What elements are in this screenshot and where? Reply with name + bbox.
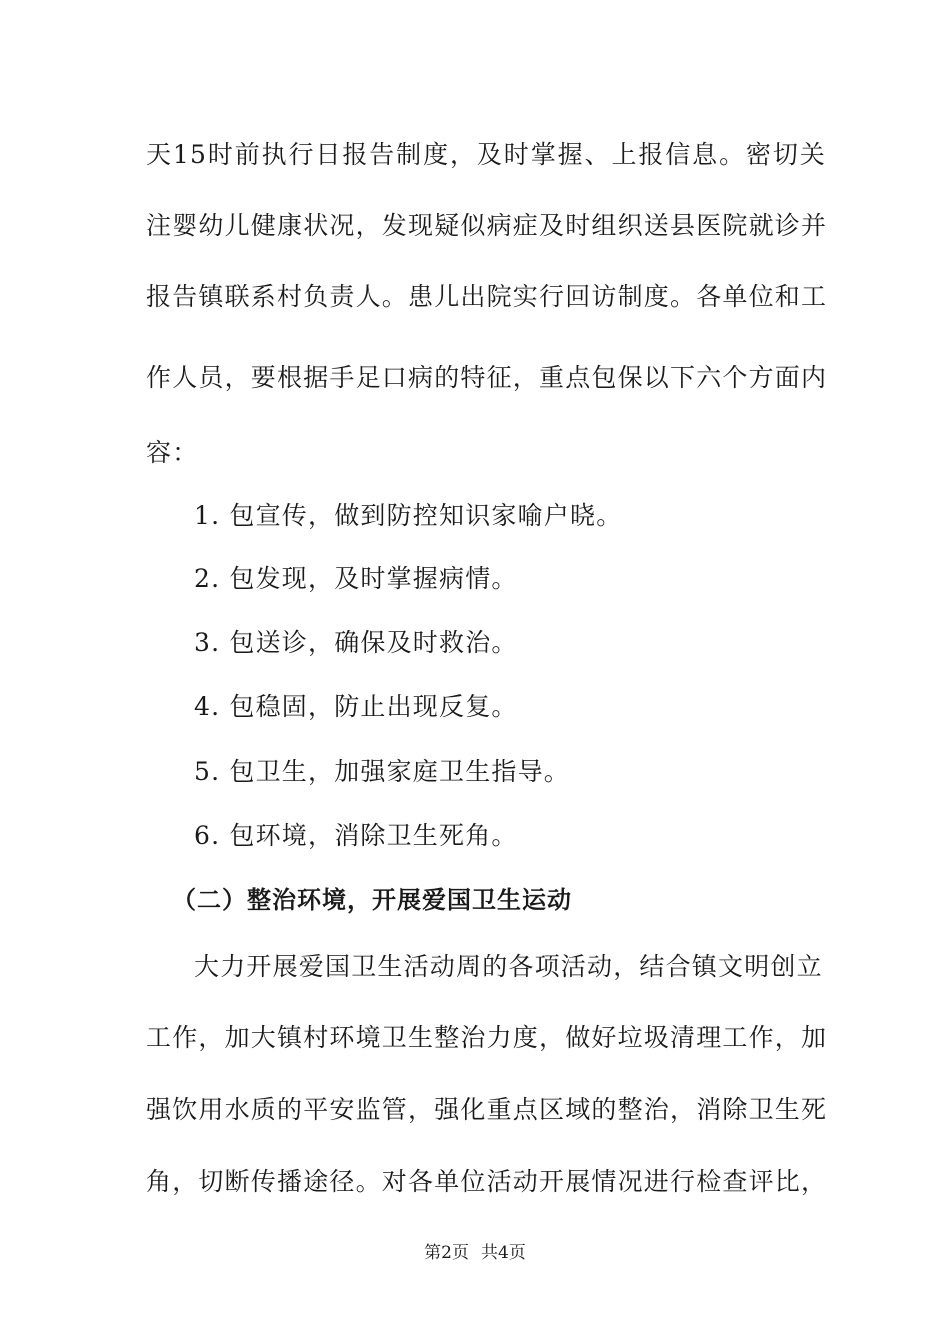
page-number: 第2页 [424, 1243, 469, 1263]
list-item: 6. 包环境，消除卫生死角。 [194, 821, 518, 850]
list-item: 1. 包宣传，做到防控知识家喻户晓。 [194, 501, 623, 530]
paragraph-line: 大力开展爱国卫生活动周的各项活动，结合镇文明创立 [194, 952, 823, 981]
list-item: 5. 包卫生，加强家庭卫生指导。 [194, 757, 571, 786]
list-item: 3. 包送诊，确保及时救治。 [194, 628, 518, 657]
paragraph-line: 工作，加大镇村环境卫生整治力度，做好垃圾清理工作，加 [146, 1023, 828, 1052]
section-heading: （二）整治环境，开展爱国卫生运动 [172, 886, 572, 914]
paragraph-line: 强饮用水质的平安监管，强化重点区域的整治，消除卫生死 [146, 1095, 828, 1124]
paragraph-line: 注婴幼儿健康状况，发现疑似病症及时组织送县医院就诊并 [146, 211, 828, 240]
paragraph-line: 容： [146, 438, 199, 467]
list-item: 4. 包稳固，防止出现反复。 [194, 692, 518, 721]
paragraph-line: 报告镇联系村负责人。患儿出院实行回访制度。各单位和工 [146, 282, 828, 311]
page-total: 共4页 [481, 1243, 526, 1263]
paragraph-line: 天15时前执行日报告制度，及时掌握、上报信息。密切关 [146, 140, 826, 169]
list-item: 2. 包发现，及时掌握病情。 [194, 564, 518, 593]
paragraph-line: 作人员，要根据手足口病的特征，重点包保以下六个方面内 [146, 363, 828, 392]
page-footer [0, 1242, 950, 1264]
paragraph-line: 角，切断传播途径。对各单位活动开展情况进行检查评比， [146, 1167, 828, 1196]
